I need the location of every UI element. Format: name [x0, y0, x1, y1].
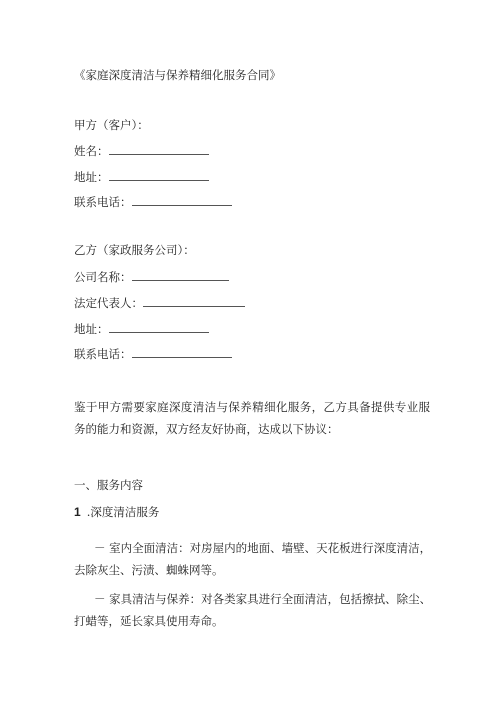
contract-title: 《家庭深度清洁与保养精细化服务合同》 — [74, 68, 281, 82]
section-1-sub-title: .深度清洁服务 — [86, 505, 160, 519]
party-a-name-blank[interactable] — [109, 144, 209, 155]
preamble-paragraph: 鉴于甲方需要家庭深度清洁与保养精细化服务，乙方具备提供专业服务的能力和资源，双方经友好协商，达成以下协议： — [74, 400, 430, 436]
party-a-phone-label: 联系电话： — [74, 195, 132, 209]
party-a-address-row — [74, 170, 209, 184]
party-a-address-blank[interactable] — [109, 170, 209, 181]
party-b-representative-blank[interactable] — [143, 296, 245, 307]
party-a-heading: 甲方（客户）： — [74, 118, 149, 132]
party-a-phone-row — [74, 195, 232, 209]
section-1-sub-number: 1 — [74, 505, 81, 519]
party-b-representative-label: 法定代表人： — [74, 296, 143, 310]
section-1-subheading — [74, 505, 159, 519]
party-b-phone-blank[interactable] — [132, 347, 232, 358]
party-b-phone-label: 联系电话： — [74, 347, 132, 361]
party-b-phone-row — [74, 347, 232, 361]
party-b-company-blank[interactable] — [132, 270, 229, 281]
service-item-furniture-care: － 家具清洁与保养：对各类家具进行全面清洁，包括擦拭、除尘、打蜡等，延长家具使用寿命。 — [74, 592, 432, 628]
party-b-address-row — [74, 322, 209, 336]
party-a-name-label: 姓名： — [74, 144, 109, 158]
party-a-address-label: 地址： — [74, 170, 109, 184]
section-1-heading: 一、服务内容 — [74, 478, 143, 492]
party-b-representative-row — [74, 296, 245, 310]
party-b-heading: 乙方（家政服务公司）： — [74, 243, 195, 257]
party-a-phone-blank[interactable] — [132, 195, 232, 206]
party-b-company-row — [74, 270, 229, 284]
party-b-company-label: 公司名称： — [74, 270, 132, 284]
party-b-address-label: 地址： — [74, 322, 109, 336]
service-item-indoor-cleaning: － 室内全面清洁：对房屋内的地面、墙壁、天花板进行深度清洁，去除灰尘、污渍、蜘蛛网等。 — [74, 541, 432, 577]
party-a-name-row — [74, 144, 209, 158]
party-b-address-blank[interactable] — [109, 322, 209, 333]
